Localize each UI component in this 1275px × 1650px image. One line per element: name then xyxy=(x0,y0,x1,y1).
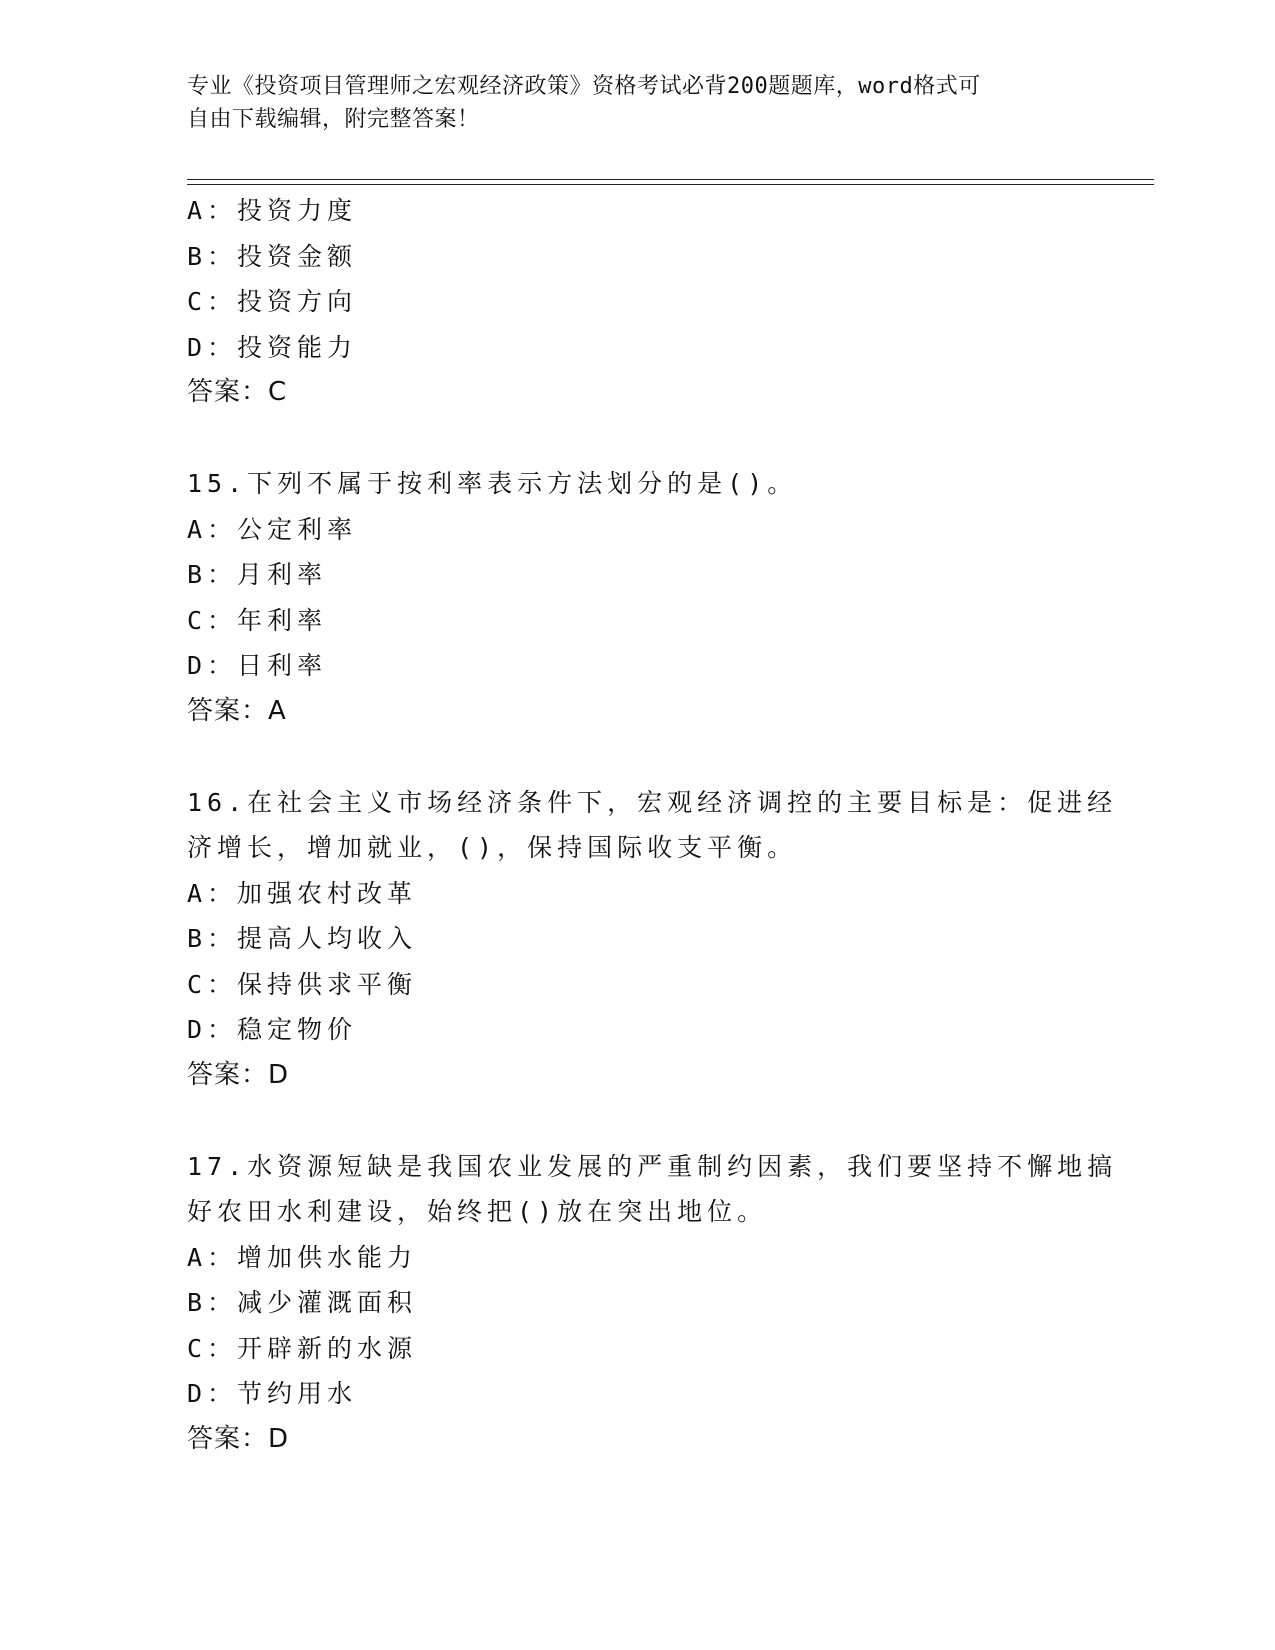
option-a: A：公定利率 xyxy=(187,514,358,544)
question-17 xyxy=(187,1144,1118,1463)
answer: 答案：D xyxy=(187,1423,290,1454)
question-stem-line-1: 17.水资源短缺是我国农业发展的严重制约因素，我们要坚持不懈地搞 xyxy=(187,1151,1118,1181)
spacer xyxy=(187,416,1087,462)
answer: 答案：D xyxy=(187,1059,290,1090)
option-c: C：开辟新的水源 xyxy=(187,1333,418,1363)
question-16 xyxy=(187,780,1118,1099)
question-list xyxy=(187,188,1118,1462)
option-b: B：月利率 xyxy=(187,560,328,589)
option-c: C：保持供求平衡 xyxy=(187,969,418,999)
option-a: A：投资力度 xyxy=(187,196,358,225)
option-c: C：年利率 xyxy=(187,605,328,635)
option-b: B：投资金额 xyxy=(187,241,358,271)
option-b: B：减少灌溉面积 xyxy=(187,1288,418,1317)
question-stem-line-2: 好农田水利建设，始终把()放在突出地位。 xyxy=(187,1197,768,1226)
header-line-2: 自由下载编辑，附完整答案！ xyxy=(187,107,480,132)
answer: 答案：C xyxy=(187,377,288,407)
question-stem: 15.下列不属于按利率表示方法划分的是()。 xyxy=(187,469,798,498)
header-line-1: 专业《投资项目管理师之宏观经济政策》资格考试必背200题题库，word格式可 xyxy=(187,74,981,99)
question-stem-line-1: 16.在社会主义市场经济条件下，宏观经济调控的主要目标是：促进经 xyxy=(187,787,1118,817)
question-14-options xyxy=(187,188,1087,416)
answer: 答案：A xyxy=(187,695,287,726)
document-header xyxy=(187,70,1087,136)
option-d: D：日利率 xyxy=(187,651,328,680)
spacer xyxy=(187,734,1087,780)
option-a: A：加强农村改革 xyxy=(187,878,418,908)
option-c: C：投资方向 xyxy=(187,287,358,316)
spacer xyxy=(187,1098,1087,1144)
option-b: B：提高人均收入 xyxy=(187,924,418,953)
question-stem-line-2: 济增长，增加就业，()，保持国际收支平衡。 xyxy=(187,833,798,862)
header-divider xyxy=(187,179,1154,185)
question-15 xyxy=(187,461,1087,734)
option-a: A：增加供水能力 xyxy=(187,1242,418,1272)
option-d: D：稳定物价 xyxy=(187,1015,358,1044)
option-d: D：节约用水 xyxy=(187,1379,358,1408)
option-d: D：投资能力 xyxy=(187,332,358,362)
